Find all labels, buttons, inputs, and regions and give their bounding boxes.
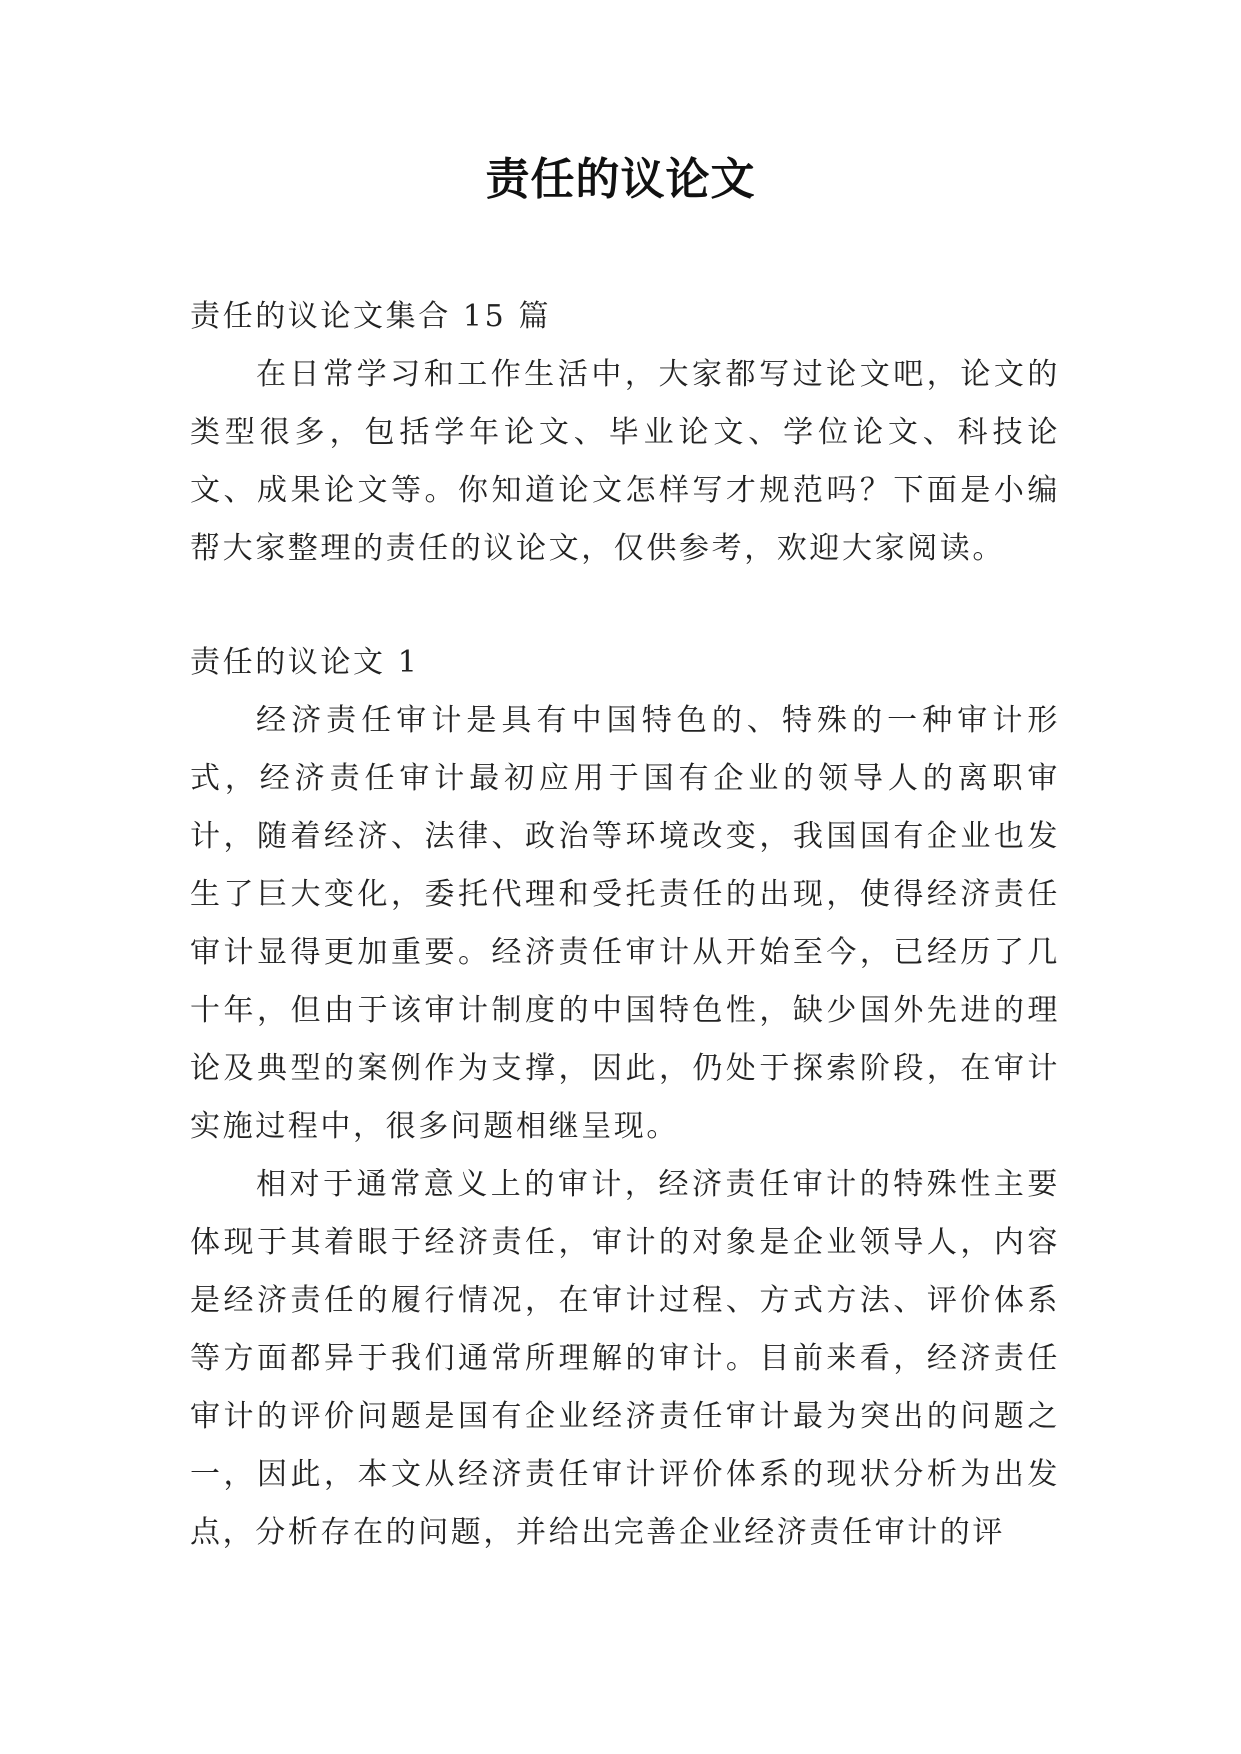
section-heading-1: 责任的议论文 1	[190, 645, 420, 680]
document-title: 责任的议论文	[485, 154, 756, 205]
document-body	[190, 288, 1060, 1562]
section1-paragraph-1: 经济责任审计是具有中国特色的、特殊的一种审计形式，经济责任审计最初应用于国有企业的领导人的离职审计，随着经济、法律、政治等环境改变，我国国有企业也发生了巨大变化，委托代理和受托责任的出现，使得经济责任审计显得更加重要。经济责任审计从开始至今，已经历了几十年，但由于该审计制度的中国特色性，缺少国外先进的理论及典型的案例作为支撑，因此，仍处于探索阶段，在审计实施过程中，很多问题相继呈现。	[190, 703, 1060, 1144]
section-spacer	[190, 578, 1060, 634]
intro-paragraph: 在日常学习和工作生活中，大家都写过论文吧，论文的类型很多，包括学年论文、毕业论文、学位论文、科技论文、成果论文等。你知道论文怎样写才规范吗？下面是小编帮大家整理的责任的议论文，仅供参考，欢迎大家阅读。	[190, 357, 1060, 566]
section1-paragraph-2: 相对于通常意义上的审计，经济责任审计的特殊性主要体现于其着眼于经济责任，审计的对象是企业领导人，内容是经济责任的履行情况，在审计过程、方式方法、评价体系等方面都异于我们通常所理解的审计。目前来看，经济责任审计的评价问题是国有企业经济责任审计最为突出的问题之一，因此，本文从经济责任审计评价体系的现状分析为出发点，分析存在的问题，并给出完善企业经济责任审计的评	[190, 1167, 1060, 1550]
collection-subtitle: 责任的议论文集合 15 篇	[190, 299, 552, 334]
